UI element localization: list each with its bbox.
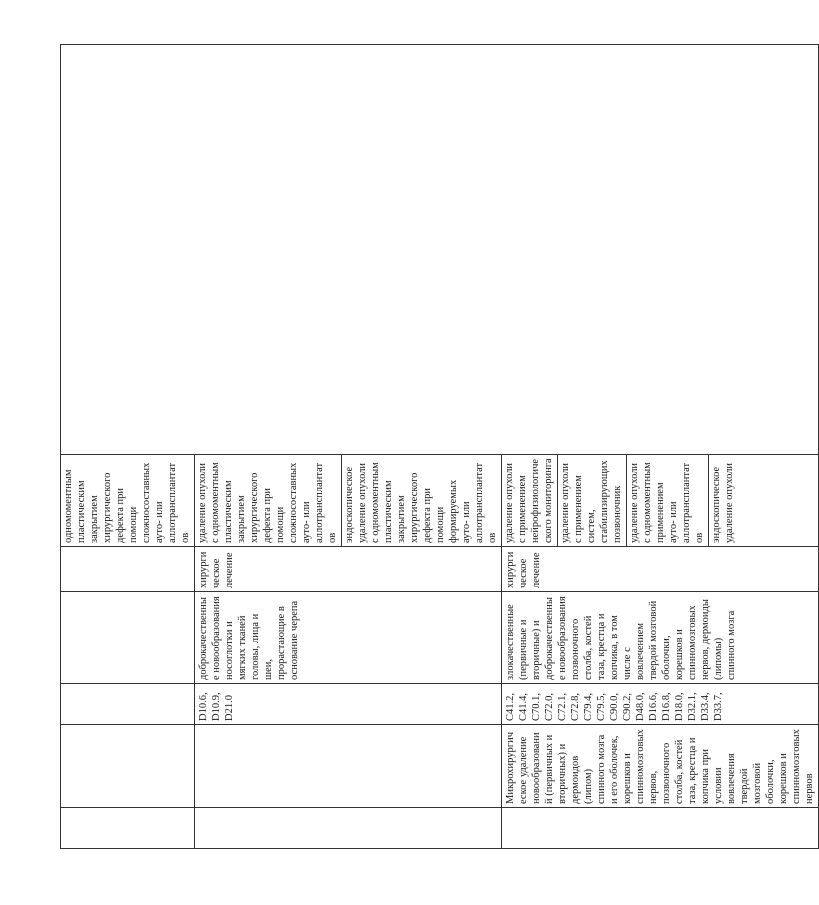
method-item: удаление опухоли с одномоментным пластическим закрытием хирургического дефекта при помощи сложносоставных ауто- или аллотрансплантатов	[197, 462, 338, 543]
table-row-continuation	[61, 45, 195, 849]
cell-codes: C41.2, C41.4, C70.1, C72.0, C72.1, C72.8, C79.4, C79.5, C90.0, C90.2, D48.0, D16.6, D16.8, D18.0, D32.1, D33.4, D33.7,	[502, 684, 819, 725]
cell-codes	[61, 684, 195, 725]
cell-treatment: хирургическое лечение	[195, 547, 502, 592]
cell-methods	[502, 455, 819, 547]
cell-model	[61, 592, 195, 684]
method-item: эндоскопическое удаление опухоли с одномоментным пластическим закрытием хирургического дефекта при помощи формируемых ауто- или аллотрансплантатов	[344, 462, 498, 543]
cell-number	[195, 808, 502, 849]
cell-name	[61, 725, 195, 808]
cell-methods	[195, 455, 502, 547]
cell-name: Микрохирургическое удаление новообразований (первичных и вторичных) и дермоидов (липом) спинного мозга и его оболочек, корешков и спинномозговых нервов, позвоночного столба, костей таза, крестца и копчика при условии вовлечения твердой мозговой оболочки, корешков и спинномозговых нервов	[502, 725, 819, 808]
cell-model: доброкачественные новообразования носоглотки и мягких тканей головы, лица и шеи, прорастающие в основание черепа	[195, 592, 502, 684]
medical-procedures-table	[60, 44, 819, 849]
cell-treatment: хирургическое лечение	[502, 547, 819, 592]
method-item: удаление опухоли с применением систем, стабилизирующих позвоночник	[560, 460, 623, 543]
cell-methods	[61, 455, 195, 547]
cell-number	[61, 808, 195, 849]
method-item: удаление опухоли с применением нейрофизиологического мониторинга	[504, 458, 554, 543]
method-item: одномоментным пластическим закрытием хирургического дефекта при помощи сложносоставных ауто- или аллотрансплантатов	[63, 462, 191, 543]
cell-codes: D10.6, D10.9, D21.0	[195, 684, 502, 725]
cell-treatment	[61, 547, 195, 592]
rotated-table-wrapper	[60, 45, 815, 849]
cell-name	[195, 725, 502, 808]
cell-blank	[61, 45, 819, 455]
method-item: эндоскопическое удаление опухоли	[711, 462, 735, 543]
method-item: удаление опухоли с одномоментным применением ауто- или аллотрансплантатов	[629, 462, 705, 543]
cell-number	[502, 808, 819, 849]
cell-model: злокачественные (первичные и вторичные) и доброкачественные новообразования позвоночного столба, костей таза, крестца и копчика, в том числе с вовлечением твердой мозговой оболочки, корешков и спинномозговых нервов, дермоиды (липомы) спинного мозга	[502, 592, 819, 684]
